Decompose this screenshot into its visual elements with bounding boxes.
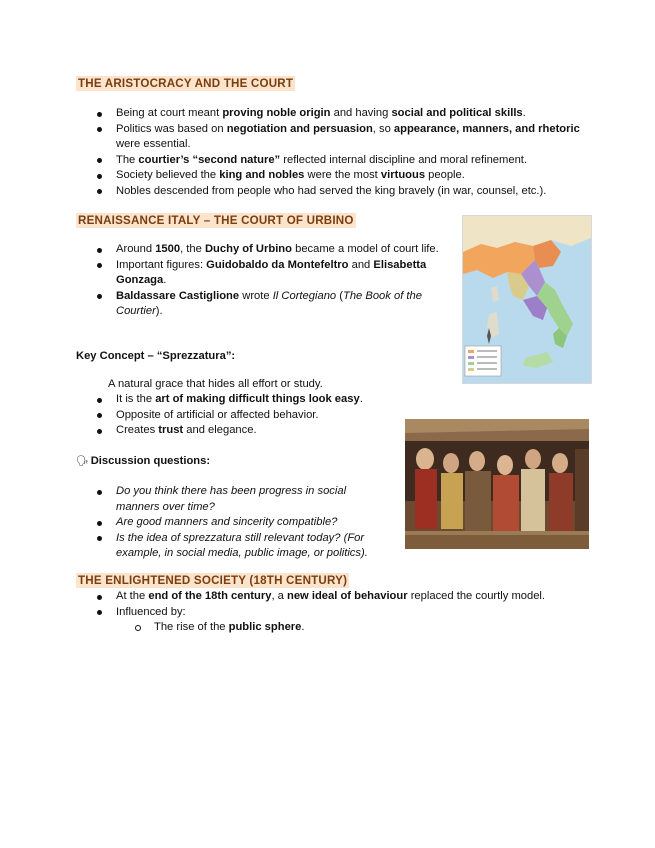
list-item: Are good manners and sincerity compatible? (97, 515, 389, 531)
urbino-list (97, 242, 447, 320)
list-item: At the end of the 18th century, a new ideal of behaviour replaced the courtly model. (97, 589, 597, 605)
discussion-list (97, 484, 389, 562)
discussion-title: 🗣 Discussion questions: (76, 455, 211, 467)
enlightened-list (97, 589, 597, 620)
list-item: Around 1500, the Duchy of Urbino became a model of court life. (97, 242, 447, 258)
enlightened-sublist (135, 620, 435, 636)
section-heading-aristocracy: THE ARISTOCRACY AND THE COURT (78, 77, 294, 90)
list-item: Important figures: Guidobaldo da Montefeltro and Elisabetta Gonzaga. (97, 258, 447, 289)
section-heading-urbino: RENAISSANCE ITALY – THE COURT OF URBINO (78, 214, 354, 227)
list-item: Being at court meant proving noble origin and having social and political skills. (97, 106, 587, 122)
concept-definition: A natural grace that hides all effort or study. (108, 378, 323, 390)
list-item: Baldassare Castiglione wrote Il Cortegiano (The Book of the Courtier). (97, 289, 447, 320)
aristocracy-list (97, 106, 587, 200)
list-item: Is the idea of sprezzatura still relevant today? (For example, in social media, public image, or politics). (97, 531, 389, 562)
list-item: Politics was based on negotiation and persuasion, so appearance, manners, and rhetoric were essential. (97, 122, 587, 153)
list-item: Society believed the king and nobles were the most virtuous people. (97, 168, 587, 184)
list-item: Do you think there has been progress in social manners over time? (97, 484, 389, 515)
list-item: Opposite of artificial or affected behavior. (97, 408, 397, 424)
concept-list (97, 392, 397, 439)
list-item: Nobles descended from people who had served the king bravely (in war, counsel, etc.). (97, 184, 587, 200)
list-item: It is the art of making difficult things look easy. (97, 392, 397, 408)
court-painting-illustration (405, 419, 589, 549)
list-item: Creates trust and elegance. (97, 423, 397, 439)
list-item: The rise of the public sphere. (135, 620, 435, 636)
speaking-head-icon: 🗣 (76, 456, 89, 467)
list-item: The courtier’s “second nature” reflected internal discipline and moral refinement. (97, 153, 587, 169)
italy-map-image (462, 215, 592, 384)
court-painting-image (405, 419, 589, 549)
italy-map-illustration (463, 216, 591, 383)
list-item: Influenced by: (97, 605, 597, 621)
section-heading-enlightened: THE ENLIGHTENED SOCIETY (18TH CENTURY) (78, 574, 348, 587)
key-concept-title: Key Concept – “Sprezzatura”: (76, 350, 236, 362)
